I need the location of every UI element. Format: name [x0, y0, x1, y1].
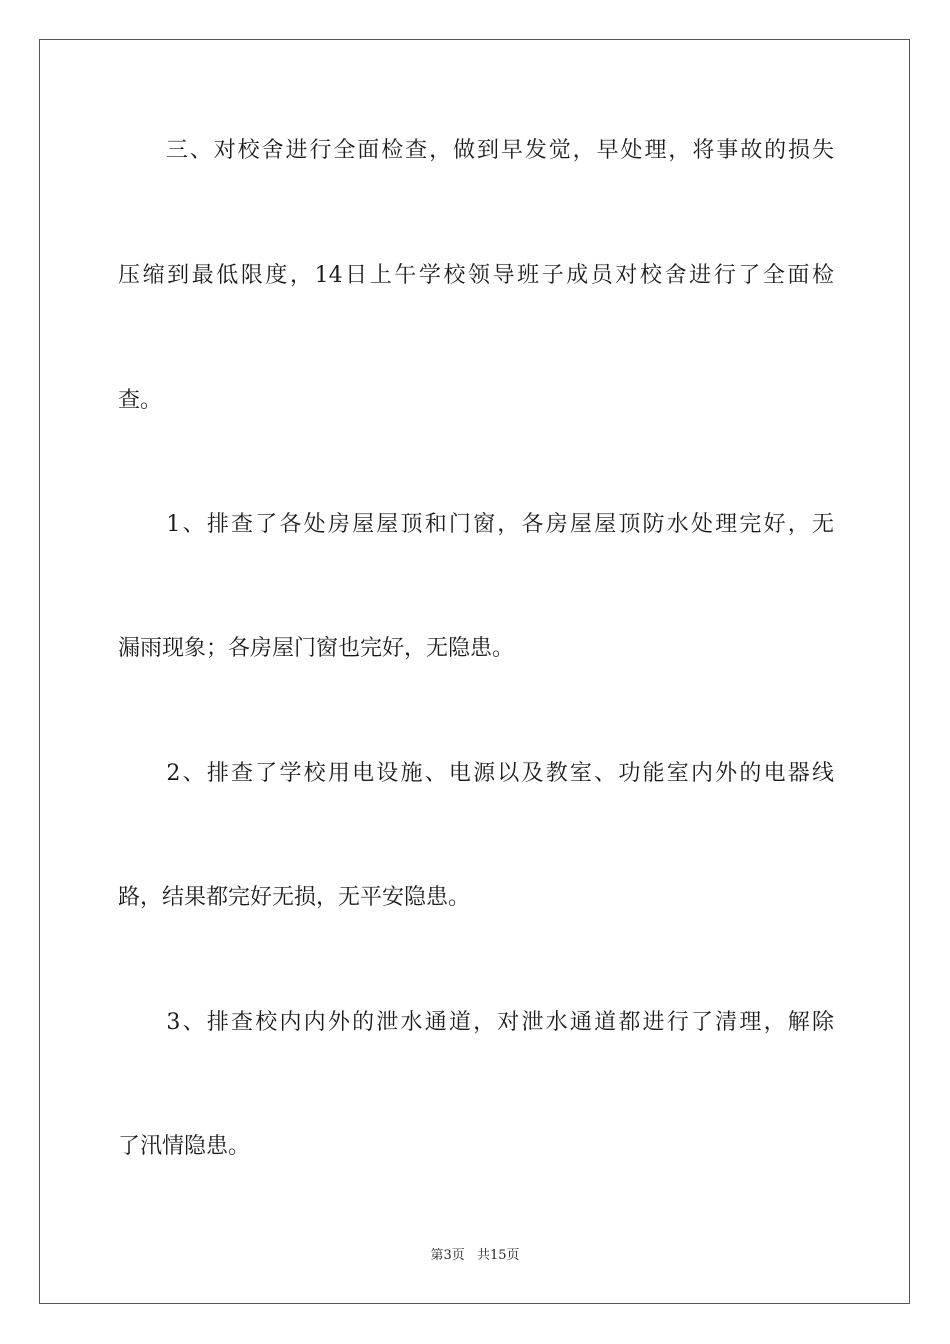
item-3-line-1: 3、排查校内内外的泄水通道，对泄水通道都进行了清理，解除	[118, 1010, 834, 1035]
paragraph-3-line-3: 查。	[118, 388, 163, 413]
paragraph-3-line-1: 三、对校舍进行全面检查，做到早发觉，早处理，将事故的损失	[118, 138, 834, 163]
page-footer	[0, 1247, 950, 1265]
item-1-line-1: 1、排查了各处房屋屋顶和门窗，各房屋屋顶防水处理完好，无	[118, 512, 834, 537]
page-border	[39, 39, 910, 1304]
item-2-line-2: 路，结果都完好无损，无平安隐患。	[118, 885, 471, 910]
item-3-line-2: 了汛情隐患。	[118, 1134, 251, 1159]
paragraph-3-line-2: 压缩到最低限度，14日上午学校领导班子成员对校舍进行了全面检	[118, 263, 834, 288]
page-number: 第3页	[430, 1248, 465, 1263]
item-1-line-2: 漏雨现象；各房屋门窗也完好，无隐患。	[118, 636, 515, 661]
page-total: 共15页	[476, 1248, 520, 1263]
item-2-line-1: 2、排查了学校用电设施、电源以及教室、功能室内外的电器线	[118, 761, 834, 786]
